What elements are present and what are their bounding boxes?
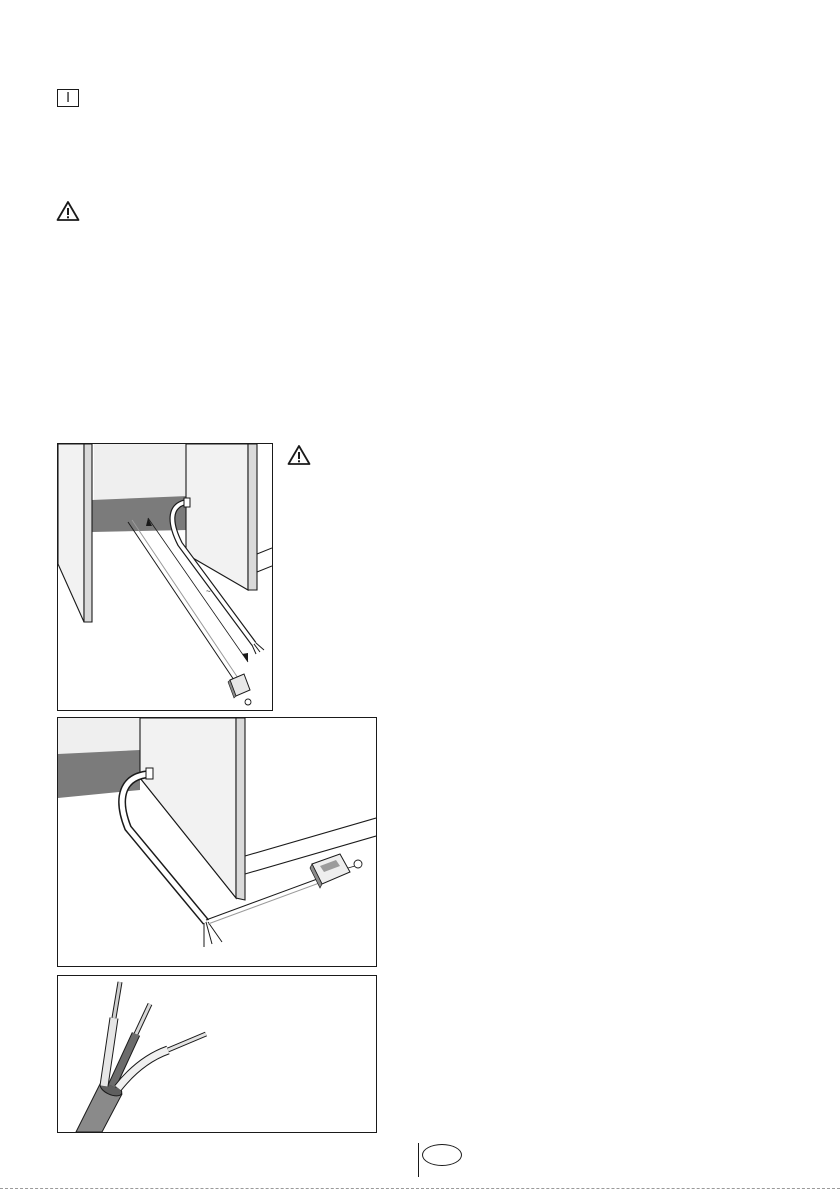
warning-triangle-icon [287,444,311,466]
figure-3 [57,975,377,1133]
page-divider [418,1143,419,1177]
figure-1 [57,443,273,711]
info-box-icon [57,89,79,107]
language-badge [422,1144,462,1166]
info-symbol: I [66,90,70,106]
svg-text:~: ~ [206,587,211,596]
warning-triangle-icon [56,200,80,222]
figure-2 [57,717,377,967]
bottom-rule [0,1188,840,1189]
